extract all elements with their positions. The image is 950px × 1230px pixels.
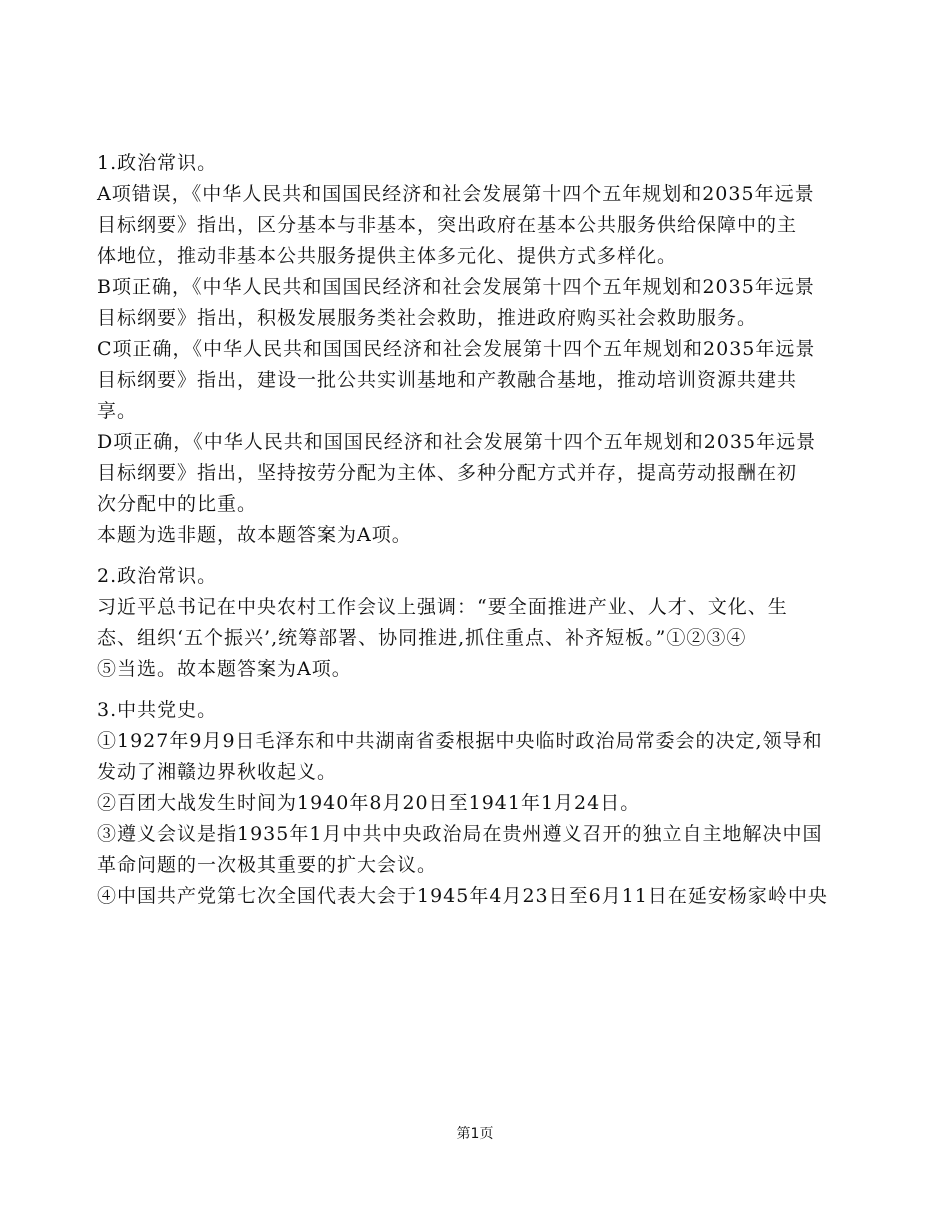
answer-explanations [97,148,872,912]
section-heading: 3.中共党史。 [97,699,218,721]
text-line: 目标纲要》指出，区分基本与非基本，突出政府在基本公共服务供给保障中的主 [97,214,798,236]
text-line: 发动了湘赣边界秋收起义。 [97,761,338,783]
text-line: A项错误，《中华人民共和国国民经济和社会发展第十四个五年规划和2035年远景 [97,183,815,205]
text-line: 体地位，推动非基本公共服务提供主体多元化、提供方式多样化。 [97,245,678,267]
section-heading: 2.政治常识。 [97,565,218,587]
text-line: 态、组织‘五个振兴’,统筹部署、协同推进,抓住重点、补齐短板。”①②③④ [97,627,747,649]
text-line: ②百团大战发生时间为1940年8月20日至1941年1月24日。 [97,792,641,814]
text-line: ③遵义会议是指1935年1月中共中央政治局在贵州遵义召开的独立自主地解决中国 [97,823,823,845]
text-line: ①1927年9月9日毛泽东和中共湖南省委根据中央临时政治局常委会的决定,领导和 [97,730,823,752]
text-line: ⑤当选。故本题答案为A项。 [97,658,352,680]
text-line: ④中国共产党第七次全国代表大会于1945年4月23日至6月11日在延安杨家岭中央 [97,885,828,907]
section-2 [97,561,872,685]
text-line: 目标纲要》指出，积极发展服务类社会救助，推进政府购买社会救助服务。 [97,307,758,329]
text-line: 目标纲要》指出，坚持按劳分配为主体、多种分配方式并存，提高劳动报酬在初 [97,462,798,484]
section-1 [97,148,872,551]
section-heading: 1.政治常识。 [97,152,218,174]
text-line: 享。 [97,400,138,422]
text-line: 本题为选非题，故本题答案为A项。 [97,524,412,546]
page-number: 第1页 [456,1126,494,1142]
section-3 [97,695,872,912]
text-line: B项正确，《中华人民共和国国民经济和社会发展第十四个五年规划和2035年远景 [97,276,815,298]
text-line: 习近平总书记在中央农村工作会议上强调：“要全面推进产业、人才、文化、生 [97,596,788,618]
text-line: 目标纲要》指出，建设一批公共实训基地和产教融合基地，推动培训资源共建共 [97,369,798,391]
text-line: D项正确，《中华人民共和国国民经济和社会发展第十四个五年规划和2035年远景 [97,431,817,453]
text-line: 革命问题的一次极其重要的扩大会议。 [97,854,438,876]
text-line: C项正确，《中华人民共和国国民经济和社会发展第十四个五年规划和2035年远景 [97,338,816,360]
text-line: 次分配中的比重。 [97,493,258,515]
